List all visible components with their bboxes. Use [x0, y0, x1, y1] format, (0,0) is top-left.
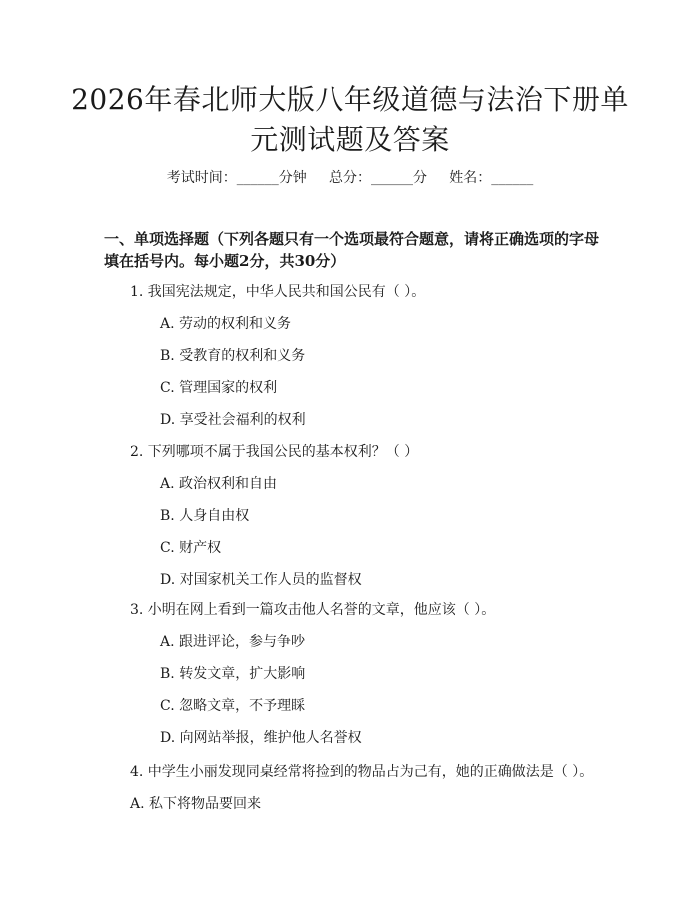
option-d: D. 向网站举报，维护他人名誉权 — [160, 730, 362, 746]
option-d: D. 享受社会福利的权利 — [160, 412, 306, 428]
option-c: C. 财产权 — [160, 540, 222, 556]
option-c: C. 管理国家的权利 — [160, 380, 278, 396]
exam-info-line: 考试时间：______分钟 总分：______分 姓名：______ — [166, 170, 534, 186]
option-a: A. 政治权利和自由 — [160, 476, 278, 492]
question-stem: 4. 中学生小丽发现同桌经常将捡到的物品占为己有，她的正确做法是（ ）。 — [130, 764, 594, 780]
question-stem: 3. 小明在网上看到一篇攻击他人名誉的文章，他应该（ ）。 — [130, 602, 496, 618]
option-b: B. 受教育的权利和义务 — [160, 348, 306, 364]
question-stem: 2. 下列哪项不属于我国公民的基本权利？（ ） — [130, 444, 419, 460]
question-stem: 1. 我国宪法规定，中华人民共和国公民有（ ）。 — [130, 284, 426, 300]
document-title: 2026年春北师大版八年级道德与法治下册单元测试题及答案 — [71, 83, 629, 156]
option-a: A. 劳动的权利和义务 — [160, 316, 292, 332]
option-a: A. 跟进评论，参与争吵 — [160, 634, 306, 650]
option-a: A. 私下将物品要回来 — [130, 796, 262, 812]
option-b: B. 人身自由权 — [160, 508, 250, 524]
section-heading: 一、单项选择题（下列各题只有一个选项最符合题意，请将正确选项的字母填在括号内。每小题2分，共30分） — [104, 230, 600, 270]
option-b: B. 转发文章，扩大影响 — [160, 666, 306, 682]
option-c: C. 忽略文章，不予理睬 — [160, 698, 306, 714]
option-d: D. 对国家机关工作人员的监督权 — [160, 572, 362, 588]
